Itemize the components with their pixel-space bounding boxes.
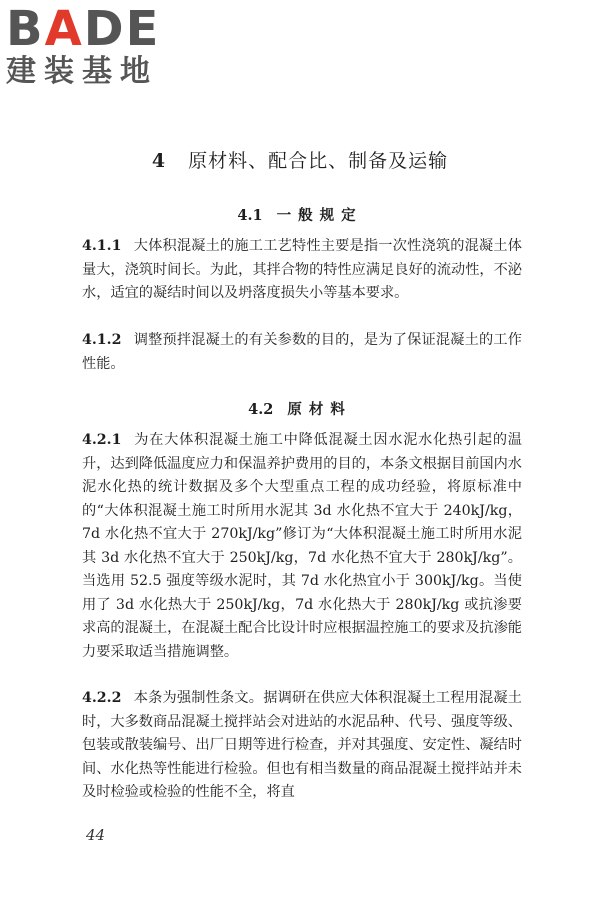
clause-number: 4.2.2 <box>82 690 122 706</box>
clause-text: 调整预拌混凝土的有关参数的目的，是为了保证混凝土的工作性能。 <box>82 332 522 372</box>
clause-text: 本条为强制性条文。据调研在供应大体积混凝土工程用混凝土时，大多数商品混凝土搅拌站会对进站的水泥品种、代号、强度等级、包装或散装编号、出厂日期等进行检查，并对其强度、安定性、凝结时间、水化热等性能进行检验。但也有相当数量的商品混凝土搅拌站并未及时检验或检验的性能不全，将直 <box>82 690 522 800</box>
clause-4-2-2 <box>82 687 522 805</box>
bade-logo <box>6 1 176 96</box>
chapter-heading: 原材料、配合比、制备及运输 <box>188 150 449 172</box>
clause-number: 4.2.1 <box>82 432 122 448</box>
clause-4-1-1 <box>82 235 522 306</box>
clause-number: 4.1.2 <box>82 332 122 348</box>
clause-4-1-2 <box>82 329 522 376</box>
chapter-number: 4 <box>151 150 167 172</box>
section-title-4-2: 4.2 原材料 <box>248 401 352 418</box>
section-title-4-1: 4.1 一般规定 <box>237 207 363 224</box>
logo-wordmark: BADE <box>6 1 161 57</box>
clause-text: 大体积混凝土的施工工艺特性主要是指一次性浇筑的混凝土体量大，浇筑时间长。为此，其拌合物的特性应满足良好的流动性，不泌水，适宜的凝结时间以及坍落度损失小等基本要求。 <box>82 238 522 301</box>
clause-4-2-1 <box>82 429 522 664</box>
page-number: 44 <box>86 826 106 844</box>
clause-number: 4.1.1 <box>82 238 122 254</box>
chapter-title <box>0 146 600 173</box>
clause-text: 为在大体积混凝土施工中降低混凝土因水泥水化热引起的温升，达到降低温度应力和保温养护费用的目的，本条文根据目前国内水泥水化热的统计数据及多个大型重点工程的成功经验，将原标准中的“大体积混凝土施工时所用水泥其 3d 水化热不宜大于 240kJ/kg，7d 水化热不宜大于 270kJ/kg”修订为“大体积混凝土施工时所用水泥其 3d 水化热不宜大于 250kJ/kg，7d 水化热不宜大于 280kJ/kg”。当选用 52.5 强度等级水泥时，其 7d 水化热宜小于 300kJ/kg。当使用了 3d 水化热大于 250kJ/kg，7d 水化热大于 280kJ/kg 或抗渗要求高的混凝土，在混凝土配合比设计时应根据温控施工的要求及抗渗能力要采取适当措施调整。 <box>82 432 522 660</box>
logo-subtitle: 建装基地 <box>6 54 158 89</box>
